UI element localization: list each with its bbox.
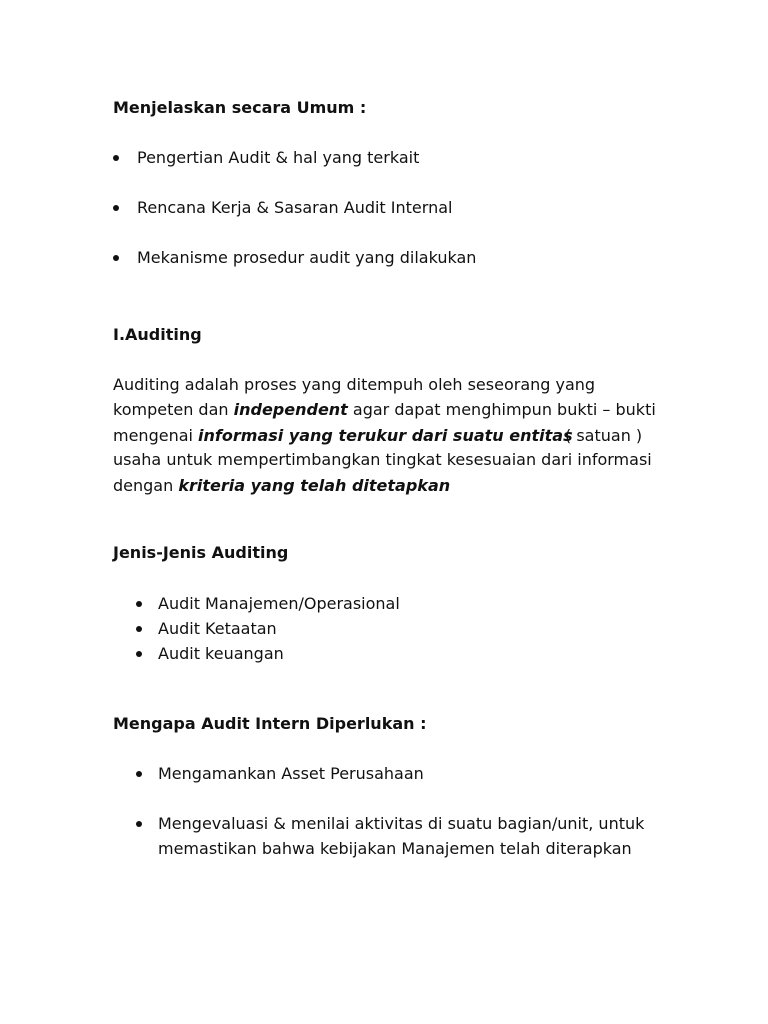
emphasis-text: independent (233, 400, 348, 419)
auditing-heading: I.Auditing (113, 325, 202, 344)
paragraph-text: Auditing adalah proses yang ditempuh oleh seseorang yang (113, 375, 596, 394)
paragraph-text: agar dapat menghimpun bukti – bukti (347, 400, 656, 419)
emphasis-text: informasi yang terukur dari suatu entitas (198, 426, 573, 445)
emphasis-text: kriteria yang telah ditetapkan (178, 476, 451, 495)
bullet-icon (136, 601, 142, 607)
bullet-icon (136, 771, 142, 777)
paragraph-line (113, 426, 573, 446)
paragraph-line (113, 476, 450, 496)
list-item-text-continuation: memastikan bahwa kebijakan Manajemen telah diterapkan (158, 839, 632, 858)
list-item-text: Audit keuangan (158, 644, 284, 663)
list-item-text: Mengevaluasi & menilai aktivitas di suatu bagian/unit, untuk (158, 814, 645, 833)
paragraph-text: ( satuan ) (565, 426, 643, 445)
paragraph-line (113, 400, 656, 420)
mengapa-heading: Mengapa Audit Intern Diperlukan : (113, 714, 427, 733)
intro-heading: Menjelaskan secara Umum : (113, 98, 367, 117)
bullet-icon (113, 205, 119, 211)
list-item-text: Mekanisme prosedur audit yang dilakukan (137, 248, 477, 267)
list-item-text: Audit Manajemen/Operasional (158, 594, 400, 613)
paragraph-text: dengan (113, 476, 179, 495)
paragraph-text: kompeten dan (113, 400, 234, 419)
list-item-text: Rencana Kerja & Sasaran Audit Internal (137, 198, 453, 217)
paragraph-text: mengenai (113, 426, 199, 445)
list-item-text: Audit Ketaatan (158, 619, 277, 638)
jenis-heading: Jenis-Jenis Auditing (113, 543, 289, 562)
bullet-icon (113, 155, 119, 161)
paragraph-text: usaha untuk mempertimbangkan tingkat kesesuaian dari informasi (113, 450, 652, 469)
list-item-text: Mengamankan Asset Perusahaan (158, 764, 424, 783)
bullet-icon (113, 255, 119, 261)
bullet-icon (136, 821, 142, 827)
list-item-text: Pengertian Audit & hal yang terkait (137, 148, 420, 167)
bullet-icon (136, 651, 142, 657)
paragraph-line (113, 450, 652, 470)
bullet-icon (136, 626, 142, 632)
paragraph-line (113, 375, 595, 395)
